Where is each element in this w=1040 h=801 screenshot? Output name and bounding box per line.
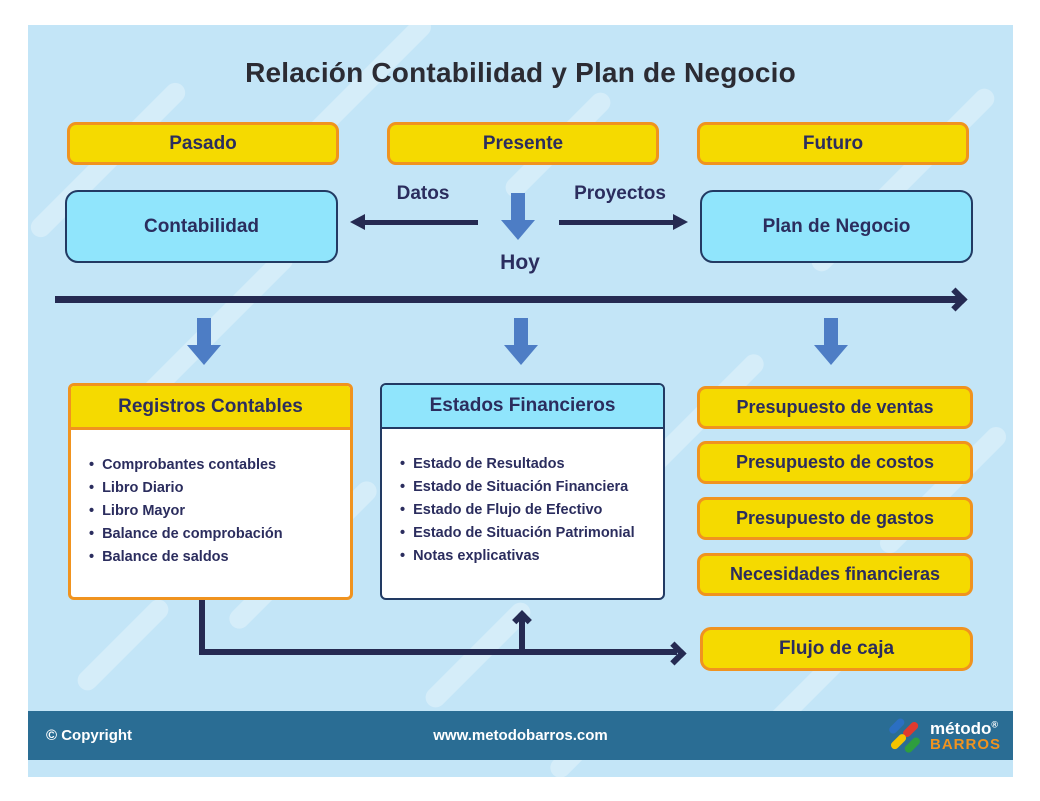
budget-label: Presupuesto de costos — [735, 452, 935, 472]
arrow-head — [187, 345, 221, 365]
datos-arrow-shaft — [362, 220, 478, 225]
arrow-shaft — [511, 193, 525, 220]
registered-mark: ® — [991, 718, 999, 729]
period-label: Pasado — [169, 132, 237, 154]
website-link[interactable]: www.metodobarros.com — [433, 727, 608, 744]
budget-label: Presupuesto de ventas — [736, 397, 934, 417]
budget-label: Presupuesto de gastos — [735, 508, 935, 528]
arrow-shaft — [514, 318, 528, 345]
connector-vertical-line — [199, 600, 205, 655]
cashflow-label: Flujo de caja — [778, 638, 895, 659]
arrow-shaft — [197, 318, 211, 345]
logo-text — [930, 720, 1001, 752]
arrow-head — [501, 220, 535, 240]
connector-arrow-right-icon — [662, 641, 686, 665]
budget-box-necesidades — [697, 553, 973, 596]
list-item: • Comprobantes contables — [89, 454, 342, 477]
arrow-shaft — [824, 318, 838, 345]
budget-box-costos — [697, 441, 973, 484]
period-box-futuro — [697, 122, 969, 165]
datos-arrow-left-icon — [350, 214, 365, 230]
timeline-arrow-shaft — [55, 296, 963, 303]
list-item: • Notas explicativas — [400, 545, 655, 568]
footer-band — [28, 711, 1013, 760]
registros-list — [71, 430, 350, 569]
list-item: • Estado de Situación Patrimonial — [400, 522, 655, 545]
logo-word-barros: BARROS — [929, 735, 1001, 753]
entity-box-plan-de-negocio — [700, 190, 973, 263]
timeline-arrow-head-icon — [943, 287, 967, 311]
list-item: • Estado de Situación Financiera — [400, 476, 655, 499]
list-item: • Libro Mayor — [89, 500, 342, 523]
background-stripe — [74, 596, 173, 695]
list-item: • Balance de comprobación — [89, 523, 342, 546]
copyright-text: © Copyright — [46, 727, 133, 744]
list-item: • Estado de Flujo de Efectivo — [400, 499, 655, 522]
list-item: • Balance de saldos — [89, 546, 342, 569]
panel-estados-financieros — [380, 383, 665, 600]
period-label: Futuro — [802, 132, 864, 154]
metodo-barros-logo — [886, 715, 1001, 757]
panel-title: Registros Contables — [71, 386, 350, 430]
proyectos-arrow-right-icon — [673, 214, 688, 230]
today-down-arrow-icon — [501, 193, 535, 240]
panel-title: Estados Financieros — [382, 385, 663, 429]
flow-label-hoy: Hoy — [500, 251, 540, 274]
list-item: • Libro Diario — [89, 477, 342, 500]
entity-label: Plan de Negocio — [762, 215, 911, 237]
entity-box-contabilidad — [65, 190, 338, 263]
column-down-arrow-icon — [504, 318, 538, 365]
period-box-pasado — [67, 122, 339, 165]
logo-word-metodo: método® — [929, 718, 999, 738]
column-down-arrow-icon — [814, 318, 848, 365]
flow-label-proyectos: Proyectos — [574, 183, 666, 204]
arrow-head — [504, 345, 538, 365]
entity-label: Contabilidad — [143, 215, 260, 237]
budget-label: Necesidades financieras — [729, 564, 941, 584]
page-title: Relación Contabilidad y Plan de Negocio — [245, 57, 796, 88]
estados-list — [382, 429, 663, 568]
panel-registros-contables — [68, 383, 353, 600]
list-item: • Estado de Resultados — [400, 453, 655, 476]
budget-box-ventas — [697, 386, 973, 429]
flow-label-datos: Datos — [396, 183, 450, 204]
metodo-barros-logo-icon — [886, 715, 924, 757]
diagram-canvas — [28, 25, 1013, 777]
proyectos-arrow-shaft — [559, 220, 675, 225]
budget-box-gastos — [697, 497, 973, 540]
period-label: Presente — [482, 132, 564, 154]
arrow-head — [814, 345, 848, 365]
cashflow-box — [700, 627, 973, 671]
column-down-arrow-icon — [187, 318, 221, 365]
connector-horizontal-line — [199, 649, 677, 655]
period-box-presente — [387, 122, 659, 165]
